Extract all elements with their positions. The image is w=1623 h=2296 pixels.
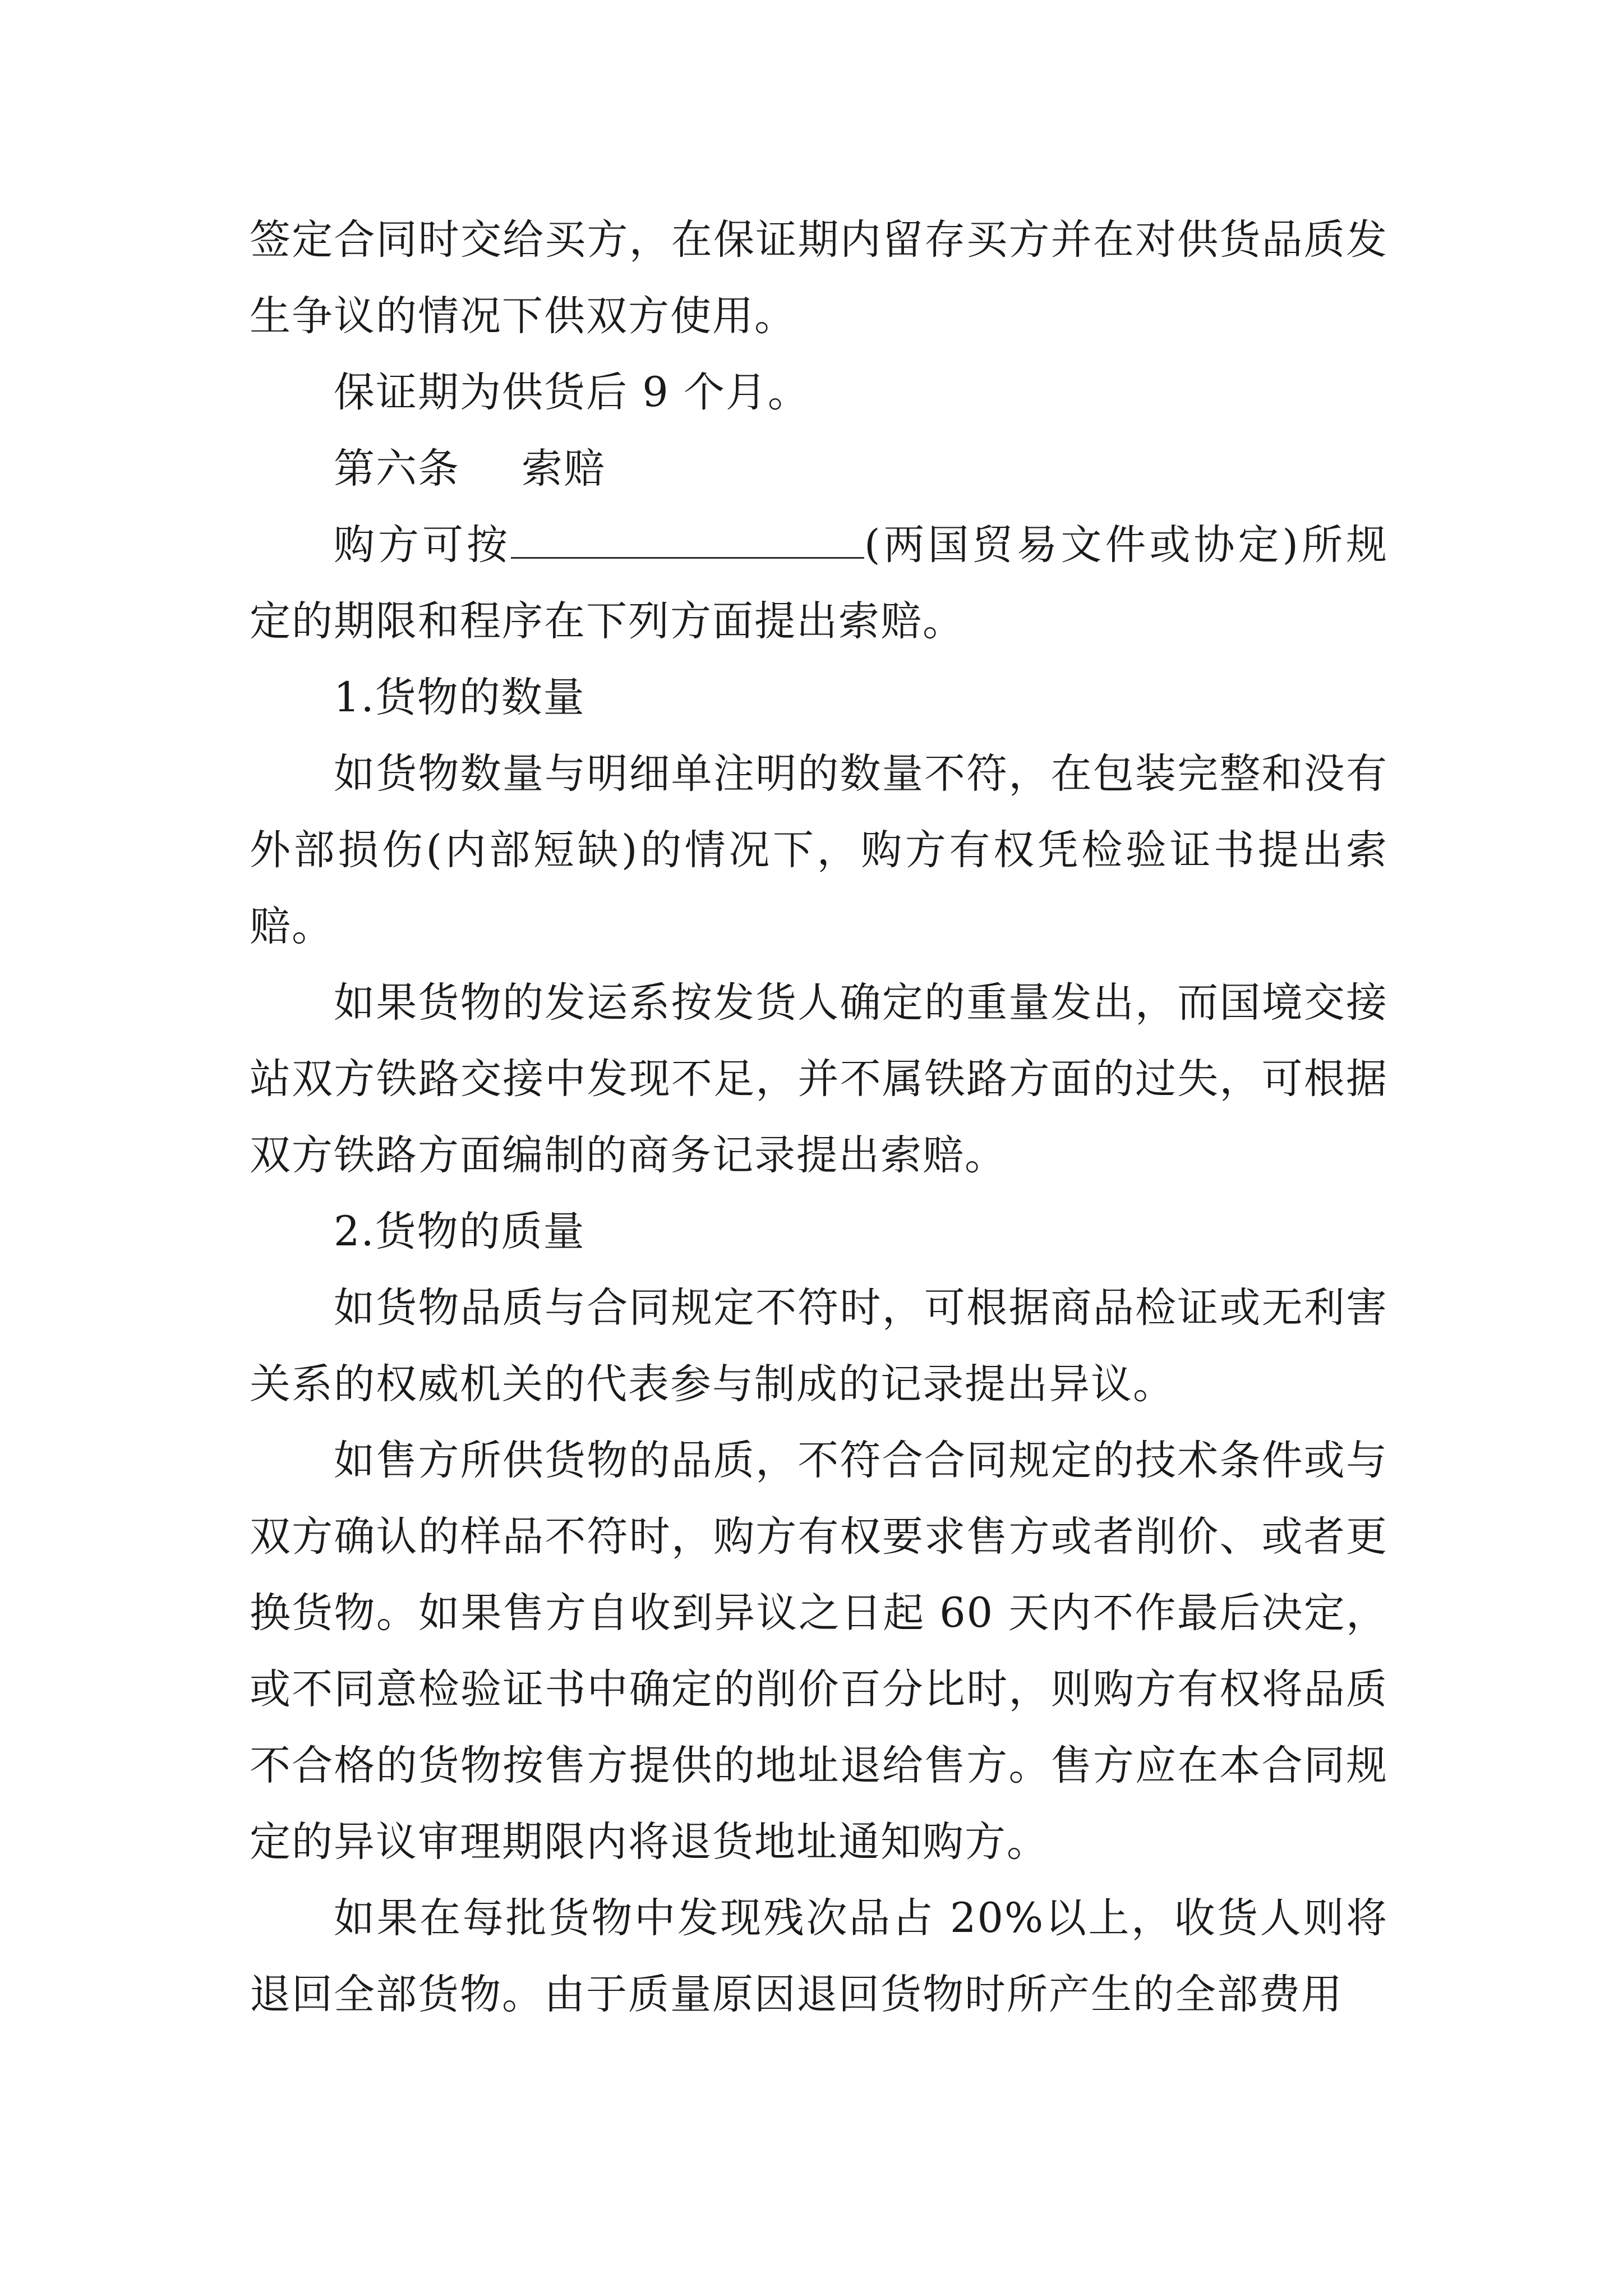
- section-heading-quality: 2.货物的质量: [334, 1208, 585, 1255]
- paragraph-warranty-period: 保证期为供货后 9 个月。: [334, 369, 810, 416]
- paragraph-claim-basis: [250, 507, 1388, 660]
- paragraph-quality-objection: 如货物品质与合同规定不符时，可根据商品检证或无利害关系的权威机关的代表参与制成的记录提出异议。: [250, 1284, 1388, 1408]
- claim-basis-lead: 购方可按: [334, 521, 511, 569]
- article-number: 第六条: [334, 445, 460, 493]
- paragraph-railway-shortage: 如果货物的发运系按发货人确定的重量发出，而国境交接站双方铁路交接中发现不足，并不属铁路方面的过失，可根据双方铁路方面编制的商务记录提出索赔。: [250, 979, 1388, 1179]
- paragraph-quality-remedy: 如售方所供货物的品质，不符合合同规定的技术条件或与双方确认的样品不符时，购方有权要求售方或者削价、或者更换货物。如果售方自收到异议之日起 60 天内不作最后决定，或不同意检验证书中确定的削价百分比时，则购方有权将品质不合格的货物按售方提供的地址退给售方。售方应在本合同规定的异议审理期限内将退货地址通知购方。: [250, 1437, 1388, 1866]
- paragraph-defect-return: 如果在每批货物中发现残次品占 20%以上，收货人则将退回全部货物。由于质量原因退回货物时所产生的全部费用: [250, 1894, 1388, 2018]
- article-title: 索赔: [522, 445, 606, 493]
- document-page: [250, 202, 1388, 2033]
- paragraph-quantity-mismatch: 如货物数量与明细单注明的数量不符，在包装完整和没有外部损伤(内部短缺)的情况下，购方有权凭检验证书提出索赔。: [250, 750, 1388, 950]
- paragraph-sample-retention: 签定合同时交给买方，在保证期内留存买方并在对供货品质发生争议的情况下供双方使用。: [250, 216, 1388, 340]
- article-heading: [250, 431, 1388, 507]
- fill-in-blank: [511, 522, 864, 559]
- section-heading-quantity: 1.货物的数量: [334, 674, 585, 721]
- claim-basis-rest: (两国贸易文件或协定)所规定的期限和程序在下列方面提出索赔。: [250, 521, 1388, 645]
